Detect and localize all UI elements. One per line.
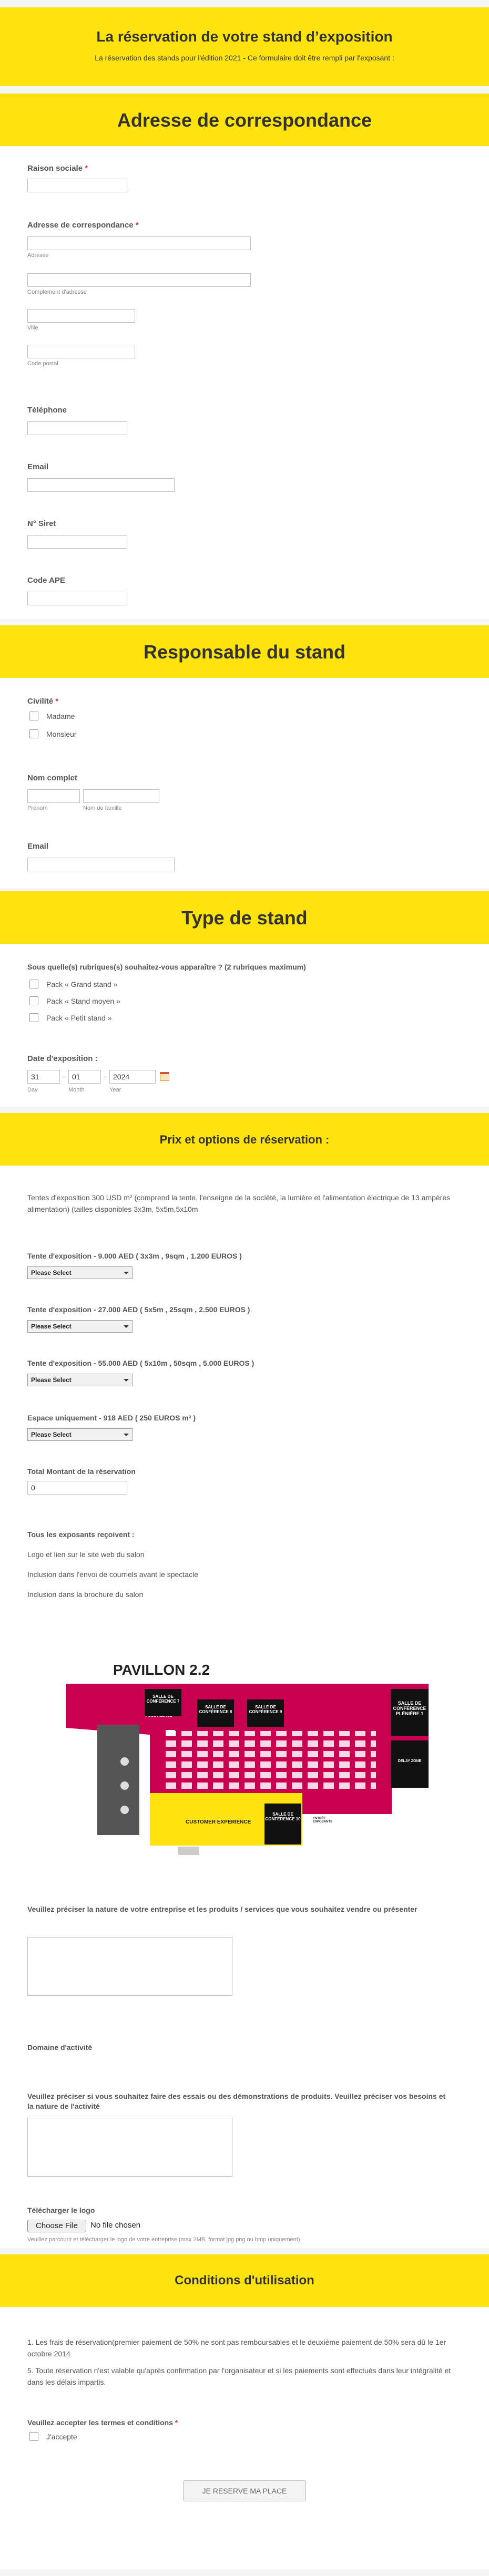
map-grey-circle: [120, 1757, 129, 1766]
monsieur-option: Monsieur: [46, 730, 77, 738]
section-title: Responsable du stand: [143, 641, 346, 663]
email-label: Email: [27, 462, 49, 471]
pack-petit-checkbox[interactable]: [29, 1013, 38, 1022]
complement-sublabel: Complément d'adresse: [27, 289, 87, 295]
madame-option: Madame: [46, 712, 75, 720]
raison-sociale-label: [27, 164, 88, 173]
section-title: Type de stand: [181, 907, 308, 929]
espace-label: Espace uniquement - 918 AED ( 250 EUROS m² ): [27, 1414, 196, 1422]
section-banner: [0, 625, 489, 678]
total-label: Total Montant de la réservation: [27, 1467, 136, 1476]
telephone-input[interactable]: [27, 421, 127, 435]
nom-sublabel: Nom de famille: [83, 805, 122, 811]
logo-label: Télécharger le logo: [27, 2206, 95, 2214]
siret-input[interactable]: [27, 535, 127, 549]
calendar-icon[interactable]: [160, 1072, 169, 1081]
tente2-select[interactable]: Please Select: [27, 1320, 133, 1333]
map-foot: [178, 1847, 199, 1855]
section-banner: [0, 1113, 489, 1166]
form-subtitle: La réservation des stands pour l'édition 2021 - Ce formulaire doit être rempli par l'exposant :: [95, 54, 394, 62]
label-text: Veuillez accepter les termes et conditions: [27, 2418, 173, 2427]
accept-checkbox[interactable]: [29, 2432, 38, 2441]
espace-select[interactable]: Please Select: [27, 1428, 133, 1441]
responsable-email-label: Email: [27, 842, 49, 851]
prenom-sublabel: Prénom: [27, 805, 48, 811]
date-separator: -: [63, 1072, 65, 1080]
ape-input[interactable]: [27, 592, 127, 605]
nature-label: Veuillez préciser la nature de votre entreprise et les produits / services que vous souhaitez vendre ou présenter: [27, 1905, 417, 1913]
tous-label: Tous les exposants reçoivent :: [27, 1530, 135, 1539]
section-title: Conditions d'utilisation: [175, 2273, 314, 2288]
ville-input[interactable]: [27, 309, 135, 323]
domaine-label: Domaine d'activité: [27, 2043, 93, 2052]
civilite-label: [27, 697, 58, 706]
raison-sociale-input[interactable]: [27, 179, 127, 192]
label-text: Raison sociale: [27, 164, 83, 173]
map-hall-7: SALLE DE CONFÉRENCE 7: [145, 1689, 181, 1716]
essais-textarea[interactable]: [27, 2118, 232, 2177]
map-hall-9: SALLE DE CONFÉRENCE 9: [247, 1699, 284, 1727]
benefit-item: Logo et lien sur le site web du salon: [27, 1550, 145, 1559]
madame-checkbox[interactable]: [29, 712, 38, 720]
essais-label: Veuillez préciser si vous souhaitez faire des essais ou des démonstrations de produits. Veuillez préciser vos besoins et la nature de l'activité: [27, 2092, 446, 2110]
tente3-label: Tente d'exposition - 55.000 AED ( 5x10m , 50sqm , 5.000 EUROS ): [27, 1359, 254, 1367]
tente2-label: Tente d'exposition - 27.000 AED ( 5x5m , 25sqm , 2.500 EUROS ): [27, 1305, 250, 1314]
tente1-select[interactable]: Please Select: [27, 1266, 133, 1279]
responsable-email-input[interactable]: [27, 858, 175, 871]
floor-plan-image: [66, 1662, 434, 1867]
nom-input[interactable]: [83, 789, 159, 803]
pack-grand-checkbox[interactable]: [29, 980, 38, 988]
map-grey-circle: [120, 1806, 129, 1814]
required-mark: *: [85, 164, 88, 173]
form-title: La réservation de votre stand d’exposition: [96, 28, 393, 45]
choose-file-button[interactable]: Choose File: [27, 2220, 86, 2232]
day-sublabel: Day: [27, 1087, 38, 1093]
complement-input[interactable]: [27, 273, 251, 287]
rubriques-label: Sous quelle(s) rubriques(s) souhaitez-vous apparaître ? (2 rubriques maximum): [27, 963, 306, 971]
month-input[interactable]: [68, 1070, 101, 1084]
siret-label: N° Siret: [27, 519, 56, 528]
total-input: [27, 1481, 127, 1495]
map-hall-10: SALLE DE CONFÉRENCE 10: [264, 1804, 301, 1845]
submit-button[interactable]: JE RESERVE MA PLACE: [183, 2480, 306, 2501]
map-hall-pleniere: SALLE DE CONFÉRENCE PLÉNIÈRE 1: [391, 1689, 429, 1736]
pack-grand-option: Pack « Grand stand »: [46, 980, 118, 988]
section-banner: [0, 891, 489, 944]
adresse-input[interactable]: [27, 236, 251, 250]
code-postal-input[interactable]: [27, 345, 135, 358]
map-grey-area: [97, 1725, 139, 1835]
pack-moyen-option: Pack « Stand moyen »: [46, 997, 120, 1005]
adresse-sublabel: Adresse: [27, 252, 49, 259]
date-label: Date d'exposition :: [27, 1054, 98, 1063]
tente3-select[interactable]: Please Select: [27, 1374, 133, 1386]
map-grey-circle: [120, 1781, 129, 1790]
nature-textarea[interactable]: [27, 1937, 232, 1996]
section-title: Adresse de correspondance: [117, 109, 372, 131]
label-text: Civilité: [27, 697, 54, 706]
required-mark: *: [55, 697, 59, 706]
required-mark: *: [135, 221, 139, 230]
date-separator: -: [104, 1072, 106, 1080]
tente1-label: Tente d'exposition - 9.000 AED ( 3x3m , 9sqm , 1.200 EUROS ): [27, 1252, 242, 1260]
section-title: Prix et options de réservation :: [159, 1133, 330, 1146]
map-title: PAVILLON 2.2: [113, 1662, 210, 1678]
email-input[interactable]: [27, 478, 175, 492]
map-cloakroom: DELAY ZONE: [391, 1740, 429, 1788]
ape-label: Code APE: [27, 576, 65, 585]
label-text: Adresse de correspondance: [27, 221, 134, 230]
accept-option: J'accepte: [46, 2433, 77, 2441]
section-banner: [0, 2254, 489, 2307]
map-experience-label: CUSTOMER EXPERIENCE: [186, 1819, 251, 1825]
adresse-label: [27, 221, 139, 230]
pack-petit-option: Pack « Petit stand »: [46, 1014, 112, 1022]
header-banner: [0, 7, 489, 86]
accept-label: [27, 2418, 178, 2427]
day-input[interactable]: [27, 1070, 60, 1084]
nom-complet-label: Nom complet: [27, 774, 78, 782]
condition-item: 5. Toute réservation n'est valable qu'après confirmation par l'organisateur et si les paiements sont effectués dans leur intégralité et dans les délais impartis.: [27, 2366, 451, 2386]
code-postal-sublabel: Code postal: [27, 360, 58, 367]
month-sublabel: Month: [68, 1087, 85, 1093]
required-mark: *: [175, 2418, 178, 2427]
prix-intro: Tentes d'exposition 300 USD m² (comprend la tente, l'enseigne de la société, la lumière et l'alimentation électrique de 13 ampères alimentation) (tailles disponibles 3x3m, 5x5m,5x10m: [27, 1193, 451, 1213]
map-hall-8: SALLE DE CONFÉRENCE 8: [197, 1699, 234, 1727]
monsieur-checkbox[interactable]: [29, 729, 38, 738]
section-banner: [0, 94, 489, 146]
benefit-item: Inclusion dans l'envoi de courriels avant le spectacle: [27, 1570, 198, 1579]
map-entree: ENTRÉE EXPOSANTS: [313, 1817, 333, 1823]
condition-item: 1. Les frais de réservation(premier paiement de 50% ne sont pas remboursables et le deuxième paiement de 50% sera dû le 1er octobre 2014: [27, 2338, 446, 2358]
pack-moyen-checkbox[interactable]: [29, 996, 38, 1005]
year-sublabel: Year: [109, 1087, 121, 1093]
benefit-item: Inclusion dans la brochure du salon: [27, 1590, 144, 1599]
no-file-text: No file chosen: [90, 2221, 141, 2230]
ville-sublabel: Ville: [27, 325, 38, 331]
year-input[interactable]: [109, 1070, 156, 1084]
telephone-label: Téléphone: [27, 406, 67, 415]
map-booths: [166, 1731, 376, 1789]
prenom-input[interactable]: [27, 789, 80, 803]
logo-sublabel: Veuillez parcourir et télécharger le logo de votre entreprise (max 2MB, format jpg png ou bmp uniquement): [27, 2237, 300, 2243]
